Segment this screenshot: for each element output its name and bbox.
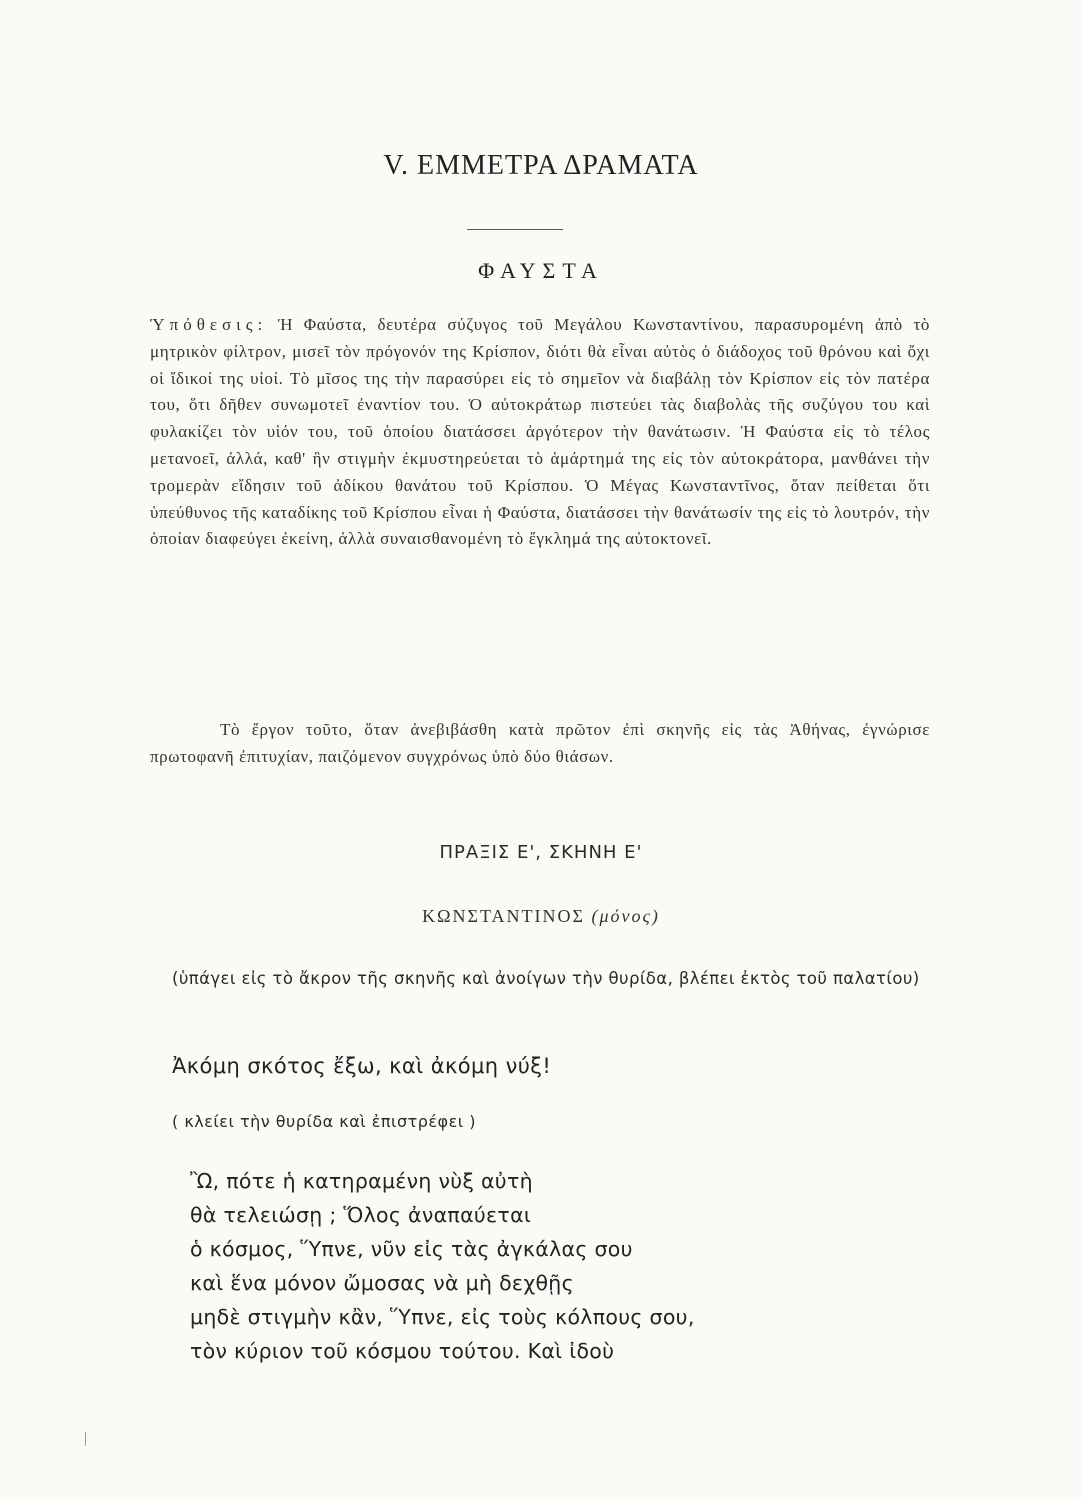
stage-direction-1: (ὑπάγει εἰς τὸ ἄκρον τῆς σκηνῆς καὶ ἀνοίγων τὴν θυρίδα, βλέπει ἐκτὸς τοῦ παλατίου): [172, 969, 920, 988]
margin-mark: [85, 1432, 86, 1446]
speaker-note: (μόνος): [591, 906, 660, 926]
section-title: V. ΕΜΜΕΤΡΑ ΔΡΑΜΑΤΑ: [383, 150, 699, 181]
synopsis-paragraph: [150, 312, 930, 553]
verse-line: Ὢ, πότε ἡ κατηραμένη νὺξ αὐτὴ: [190, 1169, 533, 1193]
verse-line: μηδὲ στιγμὴν κἂν, Ὕπνε, εἰς τοὺς κόλπους σου,: [190, 1305, 695, 1329]
staging-note: Τὸ ἔργον τοῦτο, ὅταν ἀνεβιβάσθη κατὰ πρῶτον ἐπὶ σκηνῆς εἰς τὰς Ἀθήνας, ἐγνώρισε πρωτοφανῆ ἐπιτυχίαν, παιζόμενον συγχρόνως ὑπὸ δύο θιάσων.: [150, 720, 930, 766]
title-divider: [467, 229, 563, 230]
speaker-name: ΚΩΝΣΤΑΝΤΙΝΟΣ: [422, 906, 586, 926]
stage-direction-2: ( κλείει τὴν θυρίδα καὶ ἐπιστρέφει ): [172, 1112, 476, 1131]
synopsis-label: Ὑπόθεσις:: [150, 315, 268, 334]
act-scene-heading: ΠΡΑΞΙΣ Ε', ΣΚΗΝΗ Ε': [439, 842, 643, 863]
speaker-heading: [0, 906, 1082, 927]
verse-block: [190, 1164, 910, 1368]
verse-line: τὸν κύριον τοῦ κόσμου τούτου. Καὶ ἰδοὺ: [190, 1339, 615, 1363]
verse-line: θὰ τελειώσῃ ; Ὅλος ἀναπαύεται: [190, 1203, 532, 1227]
play-title: ΦΑΥΣΤΑ: [478, 258, 604, 283]
verse-line: ὁ κόσμος, Ὕπνε, νῦν εἰς τὰς ἀγκάλας σου: [190, 1237, 633, 1261]
verse-line: καὶ ἕνα μόνον ὤμοσας νὰ μὴ δεχθῇς: [190, 1271, 574, 1295]
synopsis-text: Ἡ Φαύστα, δευτέρα σύζυγος τοῦ Μεγάλου Κωνσταντίνου, παρασυρομένη ἀπὸ τὸ μητρικὸν φίλτρον, μισεῖ τὸν πρόγονόν της Κρίσπον, διότι θὰ εἶναι αὐτὸς ὁ διάδοχος τοῦ θρόνου καὶ ὄχι οἱ ἴδικοί της υἱοί. Τὸ μῖσος της τὴν παρασύρει εἰς τὸ σημεῖον νὰ διαβάλῃ τὸν Κρίσπον εἰς τὸν πατέρα του, ὅτι δῆθεν συνωμοτεῖ ἐναντίον του. Ὁ αὐτοκράτωρ πιστεύει τὰς διαβολὰς τῆς συζύγου του καὶ φυλακίζει τὸν υἱόν του, τοῦ ὁποίου διατάσσει ἀργότερον τὴν θανάτωσιν. Ἡ Φαύστα εἰς τὸ τέλος μετανοεῖ, ἀλλά, καθ' ἣν στιγμὴν ἐκμυστηρεύεται τὸ ἁμάρτημά της εἰς τὸν αὐτοκράτορα, μανθάνει τὴν τρομερὰν εἴδησιν τοῦ ἀδίκου θανάτου τοῦ Κρίσπου. Ὁ Μέγας Κωνσταντῖνος, ὅταν πείθεται ὅτι ὑπεύθυνος τῆς καταδίκης τοῦ Κρίσπου εἶναι ἡ Φαύστα, διατάσσει τὴν θανάτωσίν της εἰς τὸ λουτρόν, τὴν ὁποίαν διαφεύγει ἐκείνη, ἀλλὰ συναισθανομένη τὸ ἔγκλημά της αὐτοκτονεῖ.: [150, 315, 930, 549]
exclamation-line: Ἀκόμη σκότος ἔξω, καὶ ἀκόμη νύξ!: [172, 1054, 552, 1078]
